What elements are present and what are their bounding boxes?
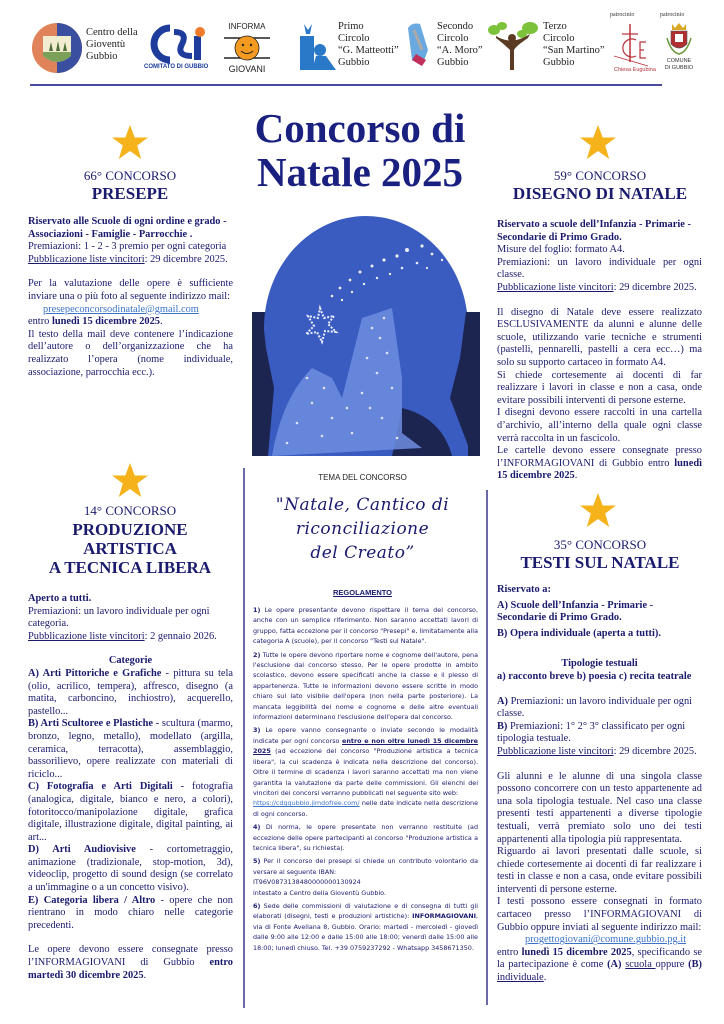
rule-3 (253, 725, 478, 819)
category-label: E) Categoria libera / Altro (28, 894, 156, 906)
option-b-word: individuale (497, 972, 544, 984)
presepe-pub-label: Pubblicazione liste vincitori (28, 253, 145, 265)
produzione-deadline-post: . (143, 969, 147, 981)
disegno-heading: DISEGNO DI NATALE (512, 184, 688, 203)
comune-caption-2: DI GUBBIO (664, 64, 694, 71)
category-desc: - fotografia (analogica, digitale, bianco e nero, a colori), fotoritocco/manipolazione digitale, grafica digitale, illustrazione digitale, digital painting, ai art... (28, 781, 233, 843)
category-item (28, 781, 233, 844)
rule-number: 1) (253, 606, 261, 614)
star-icon (578, 123, 618, 163)
produzione-body (28, 593, 233, 982)
rule-text: Sede delle commissioni di valutazione e di consegna di tutti gli elaborati (disegni, testi e produzioni artistiche): (253, 901, 478, 921)
rule-text: nelle date indicate nella descrizione di ogni concorso. (253, 799, 478, 818)
rule-6 (253, 901, 478, 953)
rule-text: Le opere vanno consegnante o inviate secondo le modalità indicate per ogni concorso (253, 726, 478, 745)
primo-label-4: Gubbio (338, 57, 370, 68)
presepe-pub-date: : 29 dicembre 2025. (144, 253, 228, 265)
regolamento-title: REGOLAMENTO (332, 588, 393, 597)
testi-end: . (543, 972, 547, 984)
giovani-label: GIOVANI (228, 64, 266, 74)
regolamento-rules (253, 605, 478, 956)
produzione-eligibility: Aperto a tutti. (28, 593, 92, 604)
category-label: B) Arti Scultoree e Plastiche (28, 718, 153, 730)
tema-label: TEMA DEL CONCORSO (318, 473, 407, 482)
testi-reserved: Riservato a: (497, 584, 551, 595)
disegno-body-4: Le cartelle devono essere consegnate presso l’INFORMAGIOVANI di Gubbio entro (497, 445, 702, 469)
presepe-deadline-post: . (160, 316, 163, 328)
terzo-label-4: Gubbio (543, 57, 575, 68)
testi-number: 35° CONCORSO (553, 537, 647, 552)
secondo-label-1: Secondo (437, 21, 474, 32)
award-a-label: A) (497, 695, 508, 707)
produzione-number: 14° CONCORSO (83, 503, 177, 518)
categories-title: Categorie (108, 655, 153, 667)
produzione-heading-2: ARTISTICA (83, 539, 177, 558)
testi-heading: TESTI SUL NATALE (520, 553, 680, 572)
star-icon (110, 461, 150, 501)
rule-place: INFORMAGIOVANI (412, 912, 476, 921)
presepe-email-link[interactable]: presepeconcorsodinatale@gmail.com (43, 303, 199, 315)
testi-pub-date: : 29 dicembre 2025. (613, 745, 697, 757)
category-item (28, 668, 233, 718)
terzo-label-1: Terzo (543, 21, 567, 32)
patrocinio-label-1: patrocinio (610, 12, 635, 18)
disegno-size: Misure del foglio: formato A4. (497, 244, 625, 256)
disegno-body (497, 219, 702, 483)
produzione-pub-label: Pubblicazione liste vincitori (28, 630, 145, 642)
terzo-label-3: “San Martino” (543, 45, 605, 56)
disegno-body-2: Si chiede cortesemente ai docenti di far realizzare i lavori in classe e non a casa, onde evitare possibili interventi di persone esterne. (497, 369, 702, 406)
category-desc: - pittura su tela (olio, acrilico, tempera), affresco, disegno (a matita, carboncino, inchiostro), acquerello, pastello... (28, 667, 233, 717)
rule-text: Le opere presentante devono rispettare il tema del concorso, anche con un semplice riferimento. Non saranno accettati lavori di gruppo, fatta eccezione per il concorso "Presepi" e, limitatamente alla categoria A (scuole), per il concorso "Testi sul Natale". (253, 606, 478, 646)
rule-number: 4) (253, 823, 261, 832)
produzione-deadline: entro martedì 30 dicembre 2025 (28, 957, 233, 981)
primo-label-3: “G. Matteotti” (338, 45, 399, 56)
category-desc: - scultura (marmo, bronzo, legno, metallo), modellato (argilla, ceramica, terracotta), assemblaggio, bassorilievo, opere realizzate con materiali di riciclo... (28, 718, 234, 780)
award-a-text: Premiazioni: un lavoro individuale per ogni classe. (497, 695, 693, 720)
produzione-heading-1: PRODUZIONE (72, 520, 188, 539)
tema-title (240, 493, 485, 565)
iban-value: IT96V0873138480000000130924 (253, 878, 361, 887)
rule-5 (253, 856, 478, 898)
rule-text: Di norma, le opere presentate non verranno restituite (ad eccezione delle opere partecipanti al concorso "Produzione artistica a tecnica libera", su richiesta). (253, 823, 478, 852)
category-desc: - opere che non rientrano in modo chiaro nelle categorie precedenti. (28, 894, 233, 931)
column-divider-right (486, 490, 488, 1005)
option-b: (B) (688, 959, 702, 971)
disegno-pub-date: : 29 dicembre 2025. (613, 281, 697, 293)
rule-text: , via di Fonte Avellana 8, Gubbio. Orario: martedì - mercoledì - giovedì dalle 9:00 alle 12:00 e dalle 15:00 alle 18:00; venerdì dalle 15:00 alle 18:00; lunedì chiuso. Tel. +39 0759237292 - Whatsapp 3458671350. (253, 912, 478, 952)
award-b-text: Premiazioni: 1° 2° 3° classificato per ogni tipologia testuale. (497, 720, 686, 745)
rule-text: (ad eccezione del concorso "Produzione artistica a tecnica libera", la cui scadenza è indicata nella descrizione del concorso). Oltre il termine di scadenza i lavori saranno accettati ma non viene garantita la valutazione da parte delle commissioni. Gli elenchi dei vincitori dei concorsi verranno pubblicati nel seguente sito web: (253, 747, 478, 797)
category-item (28, 844, 233, 894)
presepe-number: 66° CONCORSO (83, 168, 177, 183)
page-title (200, 106, 520, 194)
disegno-eligibility: Riservato a scuole dell’Infanzia - Primarie - Secondarie di Primo Grado. (497, 219, 691, 243)
award-b-label: B) (497, 720, 508, 732)
option-or: oppure (655, 959, 689, 971)
presepe-deadline: lunedì 15 dicembre 2025 (51, 316, 160, 328)
produzione-awards: Premiazioni: un lavoro individuale per ogni categoria. (28, 605, 210, 630)
produzione-delivery: Le opere devono essere consegnate presso l’INFORMAGIOVANI di Gubbio (28, 944, 233, 969)
secondo-label-4: Gubbio (437, 57, 469, 68)
testi-deadline-mid: , specificando se la partecipazione è come (497, 946, 702, 971)
secondo-label-2: Circolo (437, 33, 469, 44)
comune-gubbio-crest-icon (665, 22, 693, 56)
title-line-1: Concorso di (254, 105, 466, 151)
rule-number: 2) (253, 650, 261, 659)
informa-label: INFORMA (228, 22, 266, 31)
rule-4 (253, 822, 478, 853)
nativity-illustration (252, 208, 480, 456)
presepe-body (28, 216, 233, 379)
tema-line-3: del Creato” (310, 543, 415, 563)
disegno-body-3: I disegni devono essere raccolti in una cartella d’archivio, all’interno della quale ogni classe verrà raccolta in un fascicolo. (497, 407, 702, 444)
testi-body-2: Riguardo ai lavori presentati dalle scuole, si chiede cortesemente ai docenti di far realizzare i testi in classe e non a casa, onde evitare possibili interventi di persone esterne. (497, 846, 702, 895)
website-link[interactable]: https://cdggubbio.jimdofree.com/ (253, 799, 360, 808)
rule-number: 5) (253, 857, 261, 866)
rule-text: Tutte le opere devono riportare nome e cognome dell'autore, pena l'esclusione dal concorso stesso. Per le opere prodotte in ambito scolastico, devono essere specificati anche la classe e il plesso di appartenenza. Tutte le informazioni devono essere scritte in modo chiaro sul lato visibile dell'opera (non nella parte posteriore). La mancata leggibilità del nome e cognome e delle altre eventuali informazioni determinano l'esclusione dell'opera dal concorso. (253, 650, 478, 722)
rule-number: 6) (253, 901, 261, 910)
disegno-body-1: Il disegno di Natale deve essere realizzato ESCLUSIVAMENTE da alunni e alunne delle scuole, utilizzando varie tecniche e strumenti (pastelli, pennarelli, pastelli a cera ecc…) ma solo su supporto cartaceo in formato A4. (497, 306, 702, 368)
star-icon (110, 123, 150, 163)
category-item (28, 718, 233, 781)
presepe-heading: PRESEPE (91, 184, 169, 203)
tema-line-1: "Natale, Cantico di (275, 495, 450, 515)
disegno-awards: Premiazioni: un lavoro individuale per ogni classe. (497, 256, 702, 281)
star-icon (578, 491, 618, 531)
rule-deadline: entro e non oltre lunedì 15 dicembre 2025 (253, 736, 478, 756)
option-a-word: scuola (625, 959, 656, 971)
option-a: (A) (607, 959, 622, 971)
produzione-heading-3: A TECNICA LIBERA (48, 558, 212, 577)
header-divider (30, 84, 662, 86)
centro-label-3: Gubbio (86, 51, 118, 62)
disegno-deadline-post: . (574, 470, 578, 482)
category-label: A) Arti Pittoriche e Grafiche (28, 667, 162, 679)
centro-label-2: Gioventù (86, 39, 126, 50)
tema-line-2: riconciliazione (295, 519, 430, 539)
title-line-2: Natale 2025 (256, 149, 464, 195)
category-label: C) Fotografia e Arti Digitali (28, 781, 173, 793)
centro-gioventu-logo (31, 22, 83, 74)
presepe-awards: Premiazioni: 1 - 2 - 3 premio per ogni categoria (28, 241, 227, 253)
rule-text: Per il concorso dei presepi si chiede un contributo volontario da versare al seguente IBAN: (253, 857, 478, 876)
testi-body-3: I testi possono essere consegnati in formato cartaceo presso l’INFORMAGIOVANI di Gubbio oppure inviati al seguente indirizzo mail: (497, 896, 702, 933)
testi-deadline: lunedì 15 dicembre 2025 (521, 946, 632, 958)
testi-email-link[interactable]: progettogiovani@comune.gubbio.pg.it (525, 934, 687, 946)
testi-deadline-pre: entro (497, 946, 522, 958)
disegno-deadline: lunedì 15 dicembre 2025 (497, 457, 702, 482)
presepe-mail-note: Il testo della mail deve contenere l’indicazione dell’autore o dell’organizzazione che ha realizzato l’opera (nome individuale, associazione, parrocchia ecc.). (28, 328, 233, 378)
disegno-pub-label: Pubblicazione liste vincitori (497, 281, 614, 293)
category-label: D) Arti Audiovisive (28, 844, 136, 856)
testi-reserved-a: A) Scuole dell’Infanzia - Primarie - Secondarie di Primo Grado. (497, 599, 654, 624)
testi-reserved-b: B) Opera individuale (aperta a tutti). (497, 627, 661, 639)
typologies-title: Tipologie testuali (561, 658, 638, 670)
presepe-eligibility: Riservato alle Scuole di ogni ordine e grado - Associazioni - Famiglie - Parrocchie . (28, 216, 227, 240)
rule-text: intestato a Centro della Gioventù Gubbio. (253, 888, 386, 897)
informagiovani-smiley-icon (222, 32, 272, 64)
csi-caption: COMITATO DI GUBBIO (144, 64, 209, 70)
terzo-circolo-logo (486, 20, 542, 74)
disegno-number: 59° CONCORSO (553, 168, 647, 183)
csi-logo (148, 24, 208, 64)
comune-caption-1: COMUNE (666, 58, 692, 64)
chiesa-caption: Chiesa Eugubina (614, 67, 656, 73)
rule-2 (253, 650, 478, 723)
testi-body (497, 584, 702, 985)
terzo-label-2: Circolo (543, 33, 575, 44)
primo-label-1: Primo (338, 21, 364, 32)
primo-circolo-logo (292, 22, 338, 74)
centro-label-1: Centro della (86, 27, 138, 38)
testi-pub-label: Pubblicazione liste vincitori (497, 745, 614, 757)
secondo-circolo-logo (402, 20, 436, 76)
presepe-eval-text: Per la valutazione delle opere è sufficiente inviare una o più foto al seguente indirizzo mail: (28, 278, 233, 302)
category-item (28, 895, 233, 933)
testi-body-1: Gli alunni e le alunne di una singola classe possono concorrere con un testo appartenente ad una sola tipologia testuale. Nel caso una classe presenti testi appartenenti a diverse tipologie testuali, verrà premiato solo uno dei testi appartenenti alla tipologia più rappresentata. (497, 770, 702, 845)
patrocinio-label-2: patrocinio (660, 12, 685, 18)
primo-label-2: Circolo (338, 33, 370, 44)
secondo-label-3: “A. Moro” (437, 45, 483, 56)
produzione-heading (20, 520, 240, 577)
rule-number: 3) (253, 726, 261, 735)
presepe-deadline-pre: entro (28, 316, 52, 328)
produzione-pub-date: : 2 gennaio 2026. (144, 630, 217, 642)
category-desc: - cortometraggio, animazione (tradizionale, stop-motion, 3d), videoclip, progetto di sound design (se correlato a un'immagine o a un concetto visivo). (28, 844, 233, 894)
rule-1 (253, 605, 478, 647)
typologies-list: a) racconto breve b) poesia c) recita teatrale (497, 670, 692, 682)
